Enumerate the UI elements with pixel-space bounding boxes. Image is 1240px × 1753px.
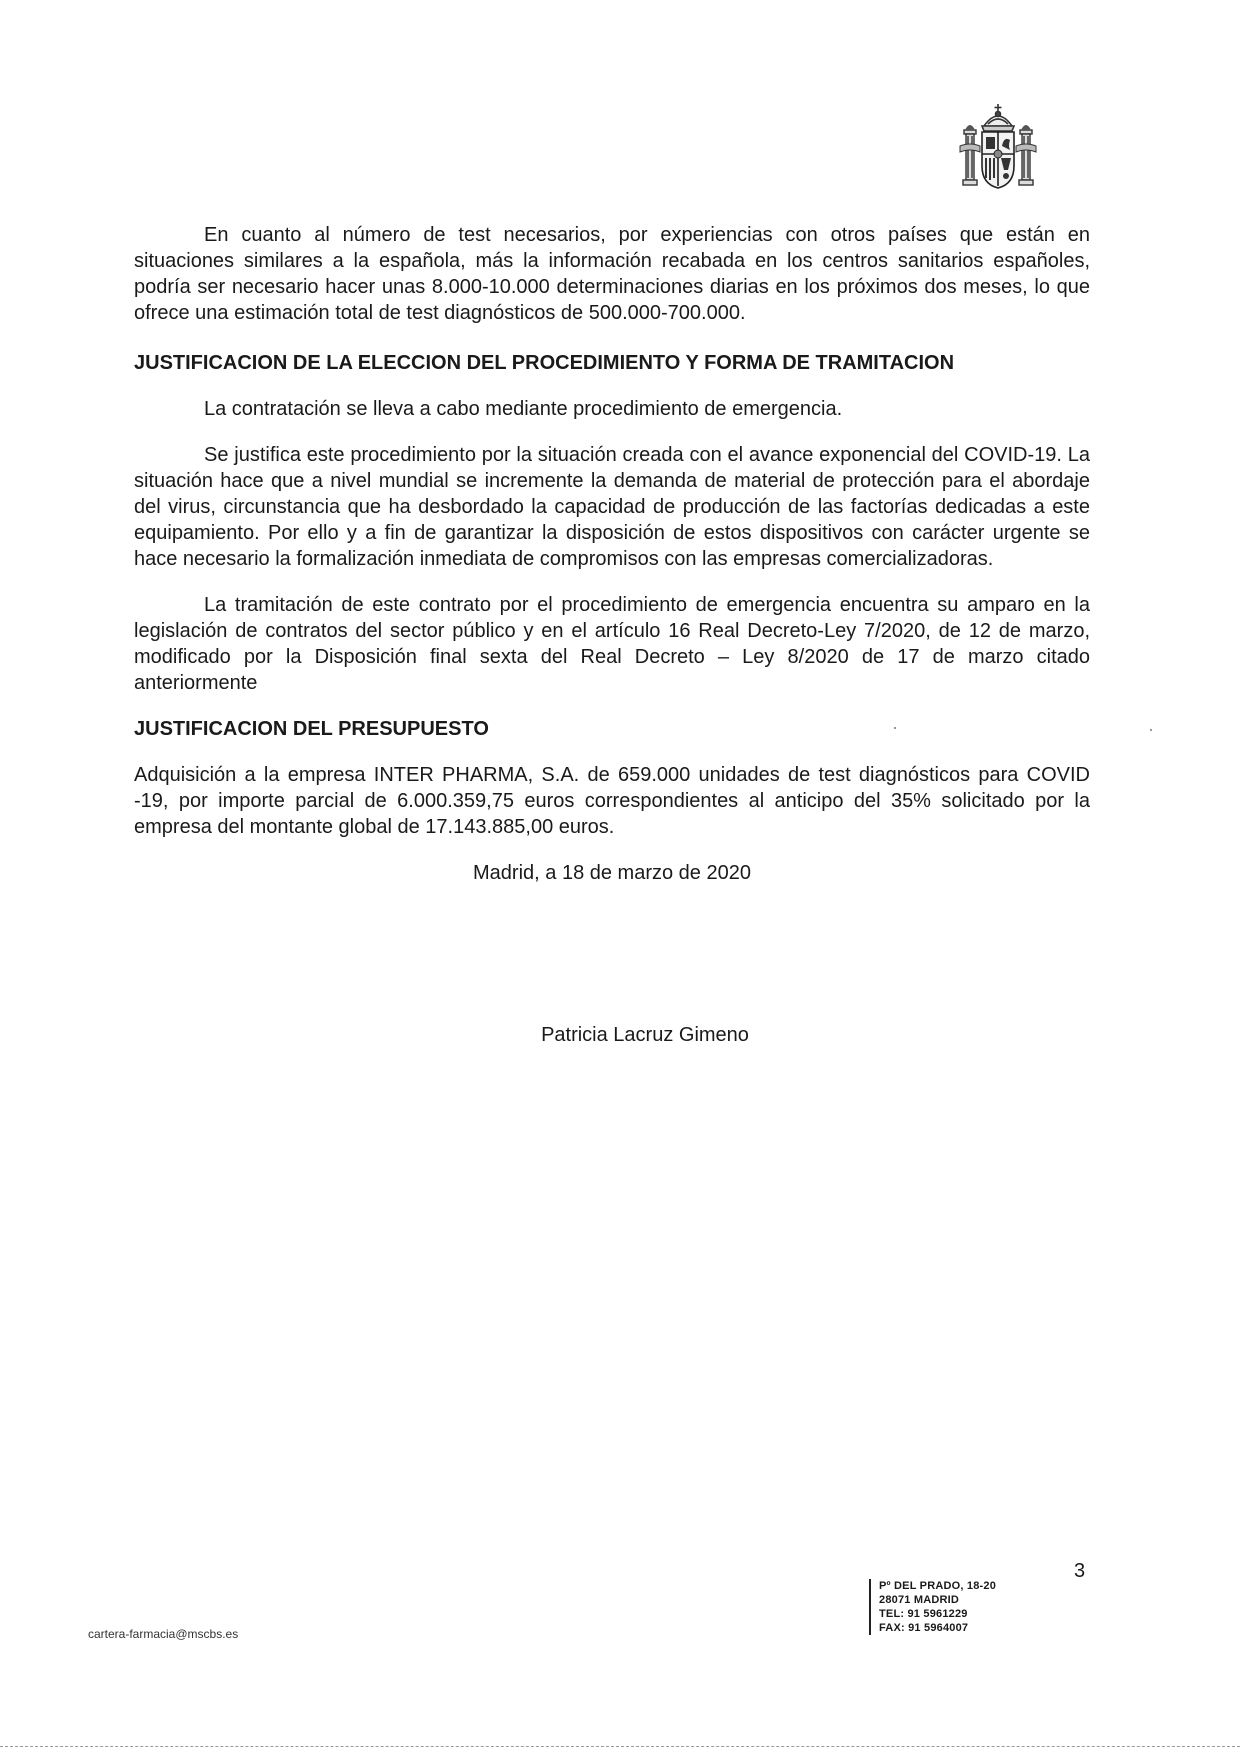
scan-edge-line [0,1746,1240,1747]
address-street: Pº DEL PRADO, 18-20 [879,1580,997,1592]
document-body [134,222,1090,886]
address-city: 28071 MADRID [879,1594,960,1606]
paragraph-acquisition: Adquisición a la empresa INTER PHARMA, S.A. de 659.000 unidades de test diagnósticos para COVID -19, por importe parcial de 6.000.359,75 euros correspondientes al anticipo del 35% solicitado por la empresa del montante global de 17.143.885,00 euros. [134,764,1090,838]
heading-budget-justification: JUSTIFICACION DEL PRESUPUESTO [134,718,489,740]
paragraph-emergency-procedure: La contratación se lleva a cabo mediante procedimiento de emergencia. [204,398,843,420]
paragraph-procedure-reasoning: Se justifica este procedimiento por la situación creada con el avance exponencial del COVID-19. La situación hace que a nivel mundial se incremente la demanda de material de protección para el abordaje del virus, circunstancia que ha desbordado la capacidad de producción de las factorías dedicadas a este equipamiento. Por ello y a fin de garantizar la disposición de estos dispositivos con carácter urgente se hace necesario la formalización inmediata de compromisos con las empresas comercializadoras. [134,444,1090,570]
scan-speck [1150,729,1152,731]
contact-email: cartera-farmacia@mscbs.es [88,1627,239,1641]
scan-speck [894,727,896,729]
date-line: Madrid, a 18 de marzo de 2020 [473,862,751,884]
address-block [869,1579,996,1635]
address-phone: TEL: 91 5961229 [879,1608,968,1620]
paragraph-test-estimate: En cuanto al número de test necesarios, por experiencias con otros países que están en situaciones similares a la española, más la información recabada en los centros sanitarios españoles, podría ser necesario hacer unas 8.000-10.000 determinaciones diarias en los próximos dos meses, lo que ofrece una estimación total de test diagnósticos de 500.000-700.000. [134,224,1090,324]
paragraph-legal-basis: La tramitación de este contrato por el procedimiento de emergencia encuentra su amparo en la legislación de contratos del sector público y en el artículo 16 Real Decreto-Ley 7/2020, de 12 de marzo, modificado por la Disposición final sexta del Real Decreto – Ley 8/2020 de 17 de marzo citado anteriormente [134,594,1090,694]
heading-procedure-justification: JUSTIFICACION DE LA ELECCION DEL PROCEDIMIENTO Y FORMA DE TRAMITACION [134,352,955,374]
signatory-name: Patricia Lacruz Gimeno [541,1024,749,1046]
coat-of-arms-icon [958,100,1038,196]
address-fax: FAX: 91 5964007 [879,1622,969,1634]
page-number: 3 [1074,1560,1086,1582]
